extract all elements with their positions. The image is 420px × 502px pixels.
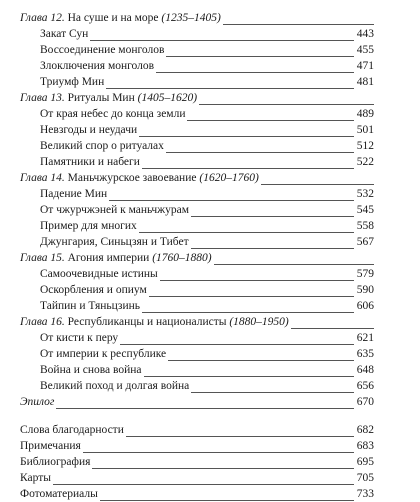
chapter-title: Агония империи xyxy=(67,252,150,264)
back-matter-title: Примечания xyxy=(20,440,81,452)
section-title: Злоключения монголов xyxy=(40,60,155,72)
section-title: От края небес до конца земли xyxy=(40,108,186,120)
page-number: 558 xyxy=(354,218,374,234)
chapter-entry[interactable] xyxy=(20,250,374,266)
chapter-dates: (1880–1950) xyxy=(229,316,289,328)
chapter-dates: (1760–1880) xyxy=(152,252,212,264)
section-entry[interactable] xyxy=(20,74,374,90)
page-number: 545 xyxy=(354,202,374,218)
entry-title xyxy=(40,378,191,394)
table-of-contents xyxy=(20,10,374,502)
section-title: Пример для многих xyxy=(40,220,137,232)
page-number: 635 xyxy=(354,346,374,362)
chapter-dates: (1405–1620) xyxy=(137,92,198,104)
section-title: Тайпин и Тяньцзинь xyxy=(40,300,141,312)
entry-title xyxy=(20,438,83,454)
section-entry[interactable] xyxy=(20,106,374,122)
entry-title xyxy=(40,42,166,58)
section-entry[interactable] xyxy=(20,26,374,42)
chapter-title: На суше и на море xyxy=(67,12,159,24)
back-matter-entry[interactable] xyxy=(20,422,374,438)
chapter-label: Глава 13. xyxy=(20,92,65,104)
section-entry[interactable] xyxy=(20,218,374,234)
page-number: 443 xyxy=(354,26,374,42)
page-number: 481 xyxy=(354,74,374,90)
entry-title xyxy=(20,170,261,186)
entry-title xyxy=(40,218,139,234)
section-title: Триумф Мин xyxy=(40,76,105,88)
section-entry[interactable] xyxy=(20,42,374,58)
page-number: 532 xyxy=(354,186,374,202)
section-title: Оскорбления и опиум xyxy=(40,284,147,296)
section-entry[interactable] xyxy=(20,298,374,314)
section-title: Великий поход и долгая война xyxy=(40,380,190,392)
entry-title xyxy=(40,234,191,250)
section-title: Закат Сун xyxy=(40,28,89,40)
section-title: Падение Мин xyxy=(40,188,108,200)
entry-title xyxy=(40,138,166,154)
entry-title xyxy=(40,330,120,346)
entry-title xyxy=(20,10,223,26)
entry-title xyxy=(20,454,92,470)
back-matter-entry[interactable] xyxy=(20,486,374,502)
leader-line xyxy=(20,408,374,409)
section-entry[interactable] xyxy=(20,378,374,394)
page-number: 683 xyxy=(354,438,374,454)
entry-title xyxy=(40,186,109,202)
section-entry[interactable] xyxy=(20,154,374,170)
section-title: Невзгоды и неудачи xyxy=(40,124,138,136)
leader-line xyxy=(20,484,374,485)
page-number: 567 xyxy=(354,234,374,250)
page-number: 670 xyxy=(354,394,374,410)
entry-title xyxy=(40,266,160,282)
page-number: 512 xyxy=(354,138,374,154)
entry-title xyxy=(40,298,142,314)
section-title: Воссоединение монголов xyxy=(40,44,165,56)
page-number: 489 xyxy=(354,106,374,122)
section-entry[interactable] xyxy=(20,138,374,154)
page-number: 590 xyxy=(354,282,374,298)
section-entry[interactable] xyxy=(20,234,374,250)
entry-title xyxy=(20,470,53,486)
section-title: От империи к республике xyxy=(40,348,167,360)
chapter-entry[interactable] xyxy=(20,90,374,106)
section-entry[interactable] xyxy=(20,346,374,362)
section-entry[interactable] xyxy=(20,282,374,298)
chapter-label: Глава 12. xyxy=(20,12,65,24)
section-title: Памятники и набеги xyxy=(40,156,140,168)
page-number: 648 xyxy=(354,362,374,378)
back-matter-title: Карты xyxy=(20,472,51,484)
section-title: От кисти к перу xyxy=(40,332,119,344)
back-matter-title: Слова благодарности xyxy=(20,424,124,436)
chapter-title: Ритуалы Мин xyxy=(67,92,135,104)
chapter-dates: (1235–1405) xyxy=(161,12,221,24)
back-matter-title: Фотоматериалы xyxy=(20,488,98,500)
entry-title xyxy=(40,26,90,42)
page-number: 522 xyxy=(354,154,374,170)
section-entry[interactable] xyxy=(20,202,374,218)
section-entry[interactable] xyxy=(20,362,374,378)
chapter-label: Глава 15. xyxy=(20,252,65,264)
page-number: 695 xyxy=(354,454,374,470)
page-number: 501 xyxy=(354,122,374,138)
section-entry[interactable] xyxy=(20,266,374,282)
page-number: 606 xyxy=(354,298,374,314)
section-title: Самоочевидные истины xyxy=(40,268,158,280)
entry-title xyxy=(40,106,187,122)
page-number: 579 xyxy=(354,266,374,282)
section-entry[interactable] xyxy=(20,330,374,346)
page-number: 455 xyxy=(354,42,374,58)
section-title: Война и снова война xyxy=(40,364,142,376)
chapter-entry[interactable] xyxy=(20,10,374,26)
back-matter-title: Библиография xyxy=(20,456,91,468)
spacer xyxy=(20,410,374,422)
back-matter-entry[interactable] xyxy=(20,438,374,454)
section-entry[interactable] xyxy=(20,186,374,202)
page-number: 656 xyxy=(354,378,374,394)
back-matter-entry[interactable] xyxy=(20,454,374,470)
page-number: 621 xyxy=(354,330,374,346)
chapter-title: Республиканцы и националисты xyxy=(67,316,227,328)
chapter-label: Глава 14. xyxy=(20,172,65,184)
section-entry[interactable] xyxy=(20,58,374,74)
epilogue-entry[interactable] xyxy=(20,394,374,410)
entry-title xyxy=(20,314,291,330)
section-title: От чжурчжэней к маньчжурам xyxy=(40,204,190,216)
section-title: Джунгария, Синьцзян и Тибет xyxy=(40,236,189,248)
entry-title xyxy=(40,346,168,362)
entry-title xyxy=(40,74,106,90)
page-number: 733 xyxy=(354,486,374,502)
chapter-dates: (1620–1760) xyxy=(199,172,259,184)
entry-title xyxy=(20,486,100,502)
entry-title xyxy=(40,362,144,378)
entry-title xyxy=(40,58,156,74)
page-number: 682 xyxy=(354,422,374,438)
page-number: 705 xyxy=(354,470,374,486)
entry-title xyxy=(40,282,149,298)
page-number: 471 xyxy=(354,58,374,74)
entry-title xyxy=(20,250,214,266)
entry-title xyxy=(20,422,126,438)
chapter-entry[interactable] xyxy=(20,170,374,186)
chapter-label: Глава 16. xyxy=(20,316,65,328)
section-title: Великий спор о ритуалах xyxy=(40,140,164,152)
epilogue-title: Эпилог xyxy=(20,396,55,408)
entry-title xyxy=(40,122,139,138)
chapter-title: Маньчжурское завоевание xyxy=(67,172,197,184)
back-matter-entry[interactable] xyxy=(20,470,374,486)
entry-title xyxy=(40,202,191,218)
entry-title xyxy=(20,394,56,410)
chapter-entry[interactable] xyxy=(20,314,374,330)
entry-title xyxy=(40,154,142,170)
section-entry[interactable] xyxy=(20,122,374,138)
entry-title xyxy=(20,90,199,106)
